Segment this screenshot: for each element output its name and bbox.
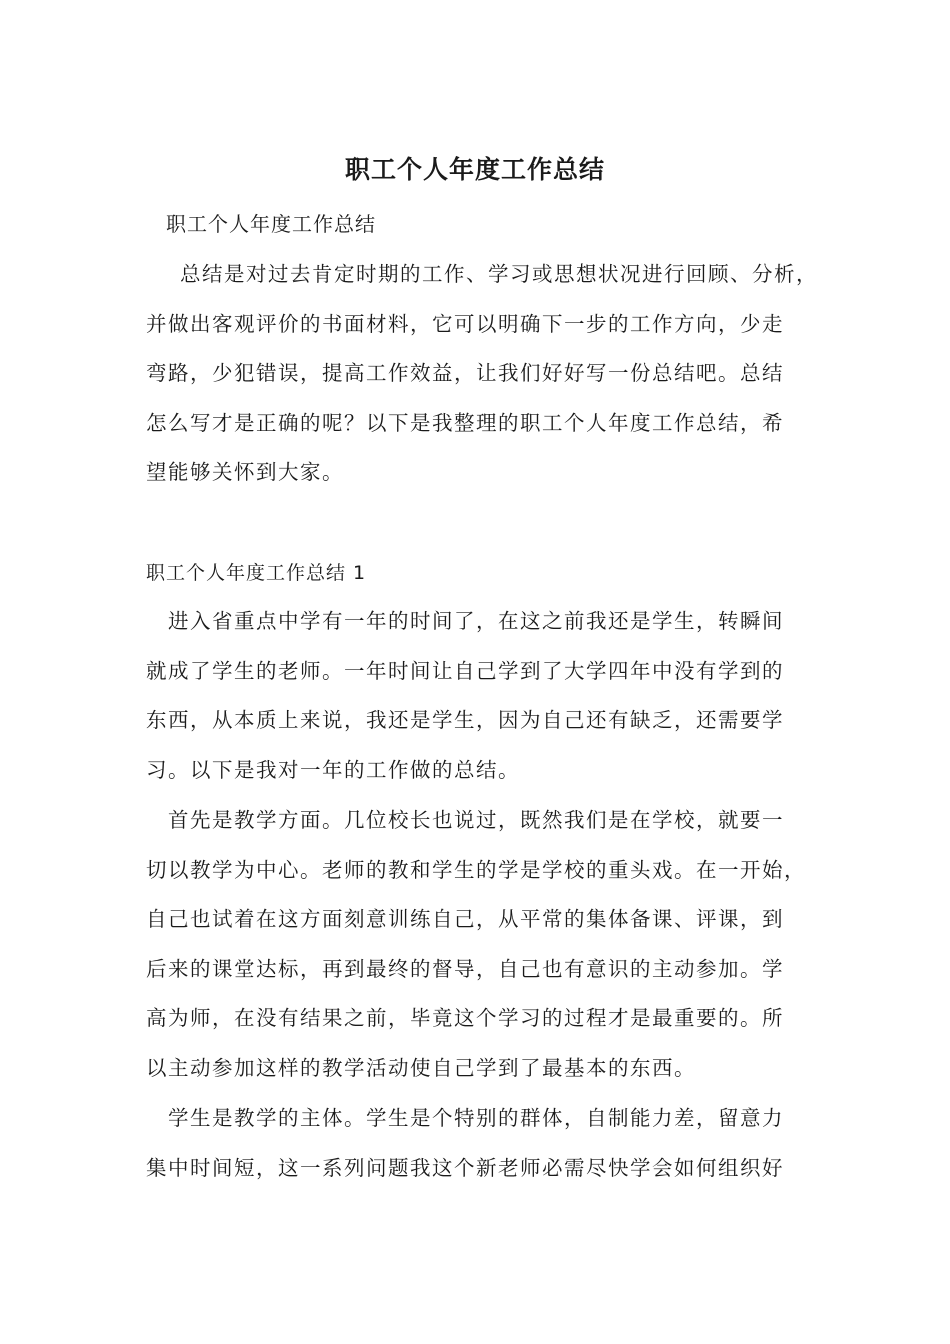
paragraph-line: 高为师，在没有结果之前，毕竟这个学习的过程才是最重要的。所 (146, 1006, 784, 1030)
intro-line: 望能够关怀到大家。 (146, 460, 344, 484)
body-paragraph-1 (146, 597, 836, 795)
intro-line: 总结是对过去肯定时期的工作、学习或思想状况进行回顾、分析， (180, 262, 818, 286)
paragraph-line: 进入省重点中学有一年的时间了，在这之前我还是学生，转瞬间 (168, 609, 784, 633)
intro-line: 怎么写才是正确的呢？以下是我整理的职工个人年度工作总结，希 (146, 410, 784, 435)
paragraph-line: 学生是教学的主体。学生是个特别的群体，自制能力差，留意力 (168, 1106, 784, 1130)
paragraph-line: 以主动参加这样的教学活动使自己学到了最基本的东西。 (146, 1055, 696, 1080)
paragraph-line: 自己也试着在这方面刻意训练自己，从平常的集体备课、评课，到 (146, 907, 784, 931)
paragraph-line: 习。以下是我对一年的工作做的总结。 (146, 757, 520, 782)
paragraph-line: 集中时间短，这一系列问题我这个新老师必需尽快学会如何组织好 (146, 1155, 784, 1180)
section-heading: 职工个人年度工作总结 1 (146, 562, 367, 584)
paragraph-line: 东西，从本质上来说，我还是学生，因为自己还有缺乏，还需要学 (146, 708, 784, 732)
document-title: 职工个人年度工作总结 (344, 155, 605, 184)
body-paragraph-3 (146, 1094, 836, 1193)
paragraph-line: 就成了学生的老师。一年时间让自己学到了大学四年中没有学到的 (146, 658, 784, 683)
intro-line: 并做出客观评价的书面材料，它可以明确下一步的工作方向，少走 (146, 311, 784, 336)
document-subtitle: 职工个人年度工作总结 (166, 212, 376, 236)
paragraph-line: 后来的课堂达标，再到最终的督导，自己也有意识的主动参加。学 (146, 956, 784, 981)
intro-paragraph (146, 250, 836, 498)
intro-line: 弯路，少犯错误，提高工作效益，让我们好好写一份总结吧。总结 (146, 361, 784, 385)
paragraph-line: 首先是教学方面。几位校长也说过，既然我们是在学校，就要一 (168, 808, 784, 832)
paragraph-line: 切以教学为中心。老师的教和学生的学是学校的重头戏。在一开始， (146, 857, 806, 882)
body-paragraph-2 (146, 796, 836, 1093)
